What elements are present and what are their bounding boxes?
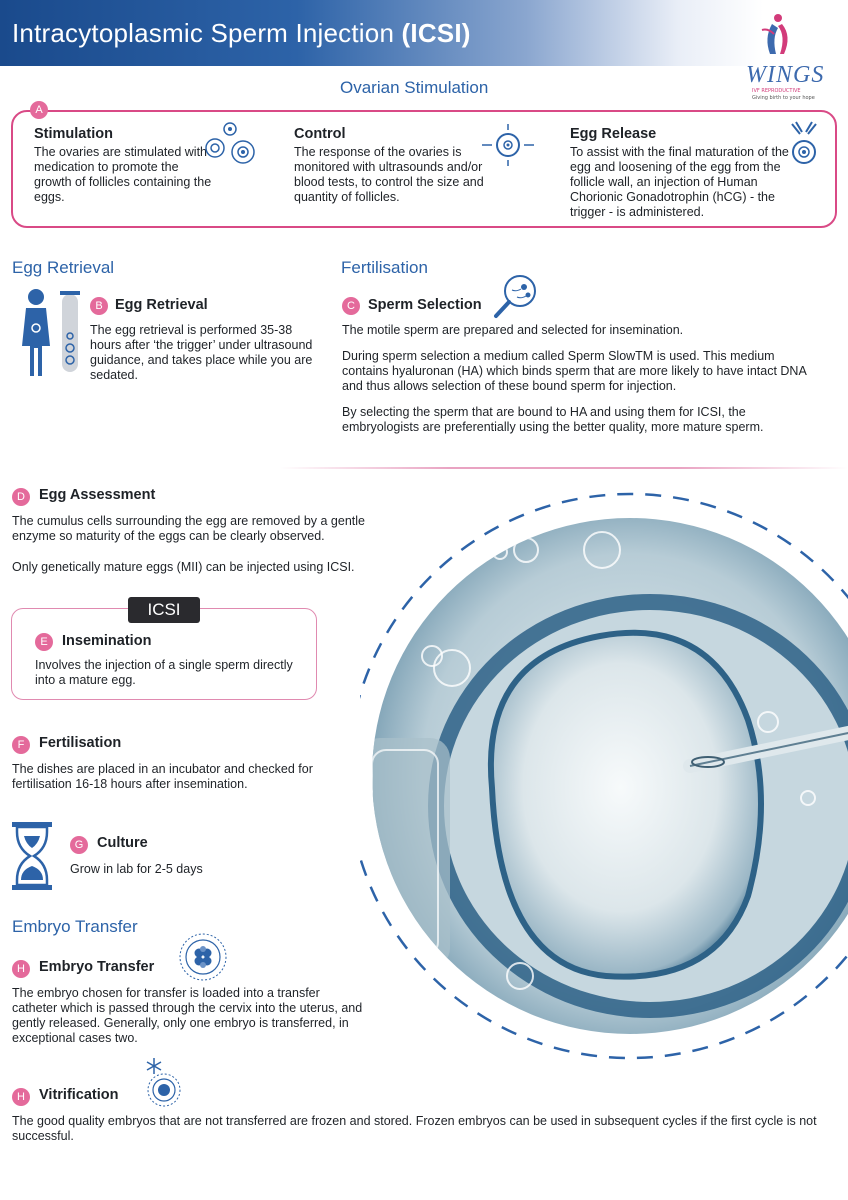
icsi-label: ICSI — [128, 597, 200, 623]
logo-subtitle: IVF REPRODUCTIVE — [752, 88, 801, 94]
step-badge-b: B — [90, 297, 108, 315]
egg-release-icon — [786, 120, 822, 170]
step-badge-d: D — [12, 488, 30, 506]
section-title-fertilisation: Fertilisation — [341, 258, 428, 277]
step-badge-h-vitrification: H — [12, 1088, 30, 1106]
step-badge-c: C — [342, 297, 360, 315]
stimulation-heading: Stimulation — [34, 126, 113, 142]
control-heading: Control — [294, 126, 346, 142]
egg-assessment-p2: Only genetically mature eggs (MII) can be injected using ICSI. — [12, 560, 355, 574]
section-title-ovarian-stimulation: Ovarian Stimulation — [340, 78, 489, 97]
wings-logo — [740, 10, 840, 102]
egg-retrieval-heading: Egg Retrieval — [115, 297, 208, 313]
insemination-heading: Insemination — [62, 633, 152, 649]
logo-tagline: Giving birth to your hope — [752, 95, 815, 101]
sperm-selection-p3: By selecting the sperm that are bound to HA and using them for ICSI, the embryologists are preferentially using the better quality, more mature sperm. — [342, 405, 764, 434]
step-badge-g: G — [70, 836, 88, 854]
section-title-egg-retrieval: Egg Retrieval — [12, 258, 115, 277]
follicles-icon — [203, 118, 259, 168]
hourglass-icon — [12, 822, 52, 890]
section-title-embryo-transfer: Embryo Transfer — [12, 917, 138, 936]
logo-figure-icon — [740, 10, 840, 70]
snowflake-frozen-icon — [138, 1056, 184, 1110]
insemination-text: Involves the injection of a single sperm directly into a mature egg. — [35, 658, 293, 687]
culture-text: Grow in lab for 2-5 days — [70, 862, 203, 876]
egg-retrieval-text: The egg retrieval is performed 35-38 hours after ‘the trigger’ under ultrasound guidance, and takes place while you are sedated. — [90, 323, 313, 382]
egg-release-text: To assist with the final maturation of the egg and loosening of the egg from the follicle wall, an injection of Human Chorionic Gonadotrophin (hCG) - the trigger - is administered. — [570, 145, 789, 219]
logo-wordmark: WINGS — [746, 62, 825, 88]
fertilisation-text: The dishes are placed in an incubator and checked for fertilisation 16-18 hours after insemination. — [12, 762, 313, 791]
stimulation-text: The ovaries are stimulated with medication to promote the growth of follicles containing the eggs. — [34, 145, 212, 204]
header-banner — [0, 0, 848, 66]
step-badge-f: F — [12, 736, 30, 754]
embryo-transfer-text: The embryo chosen for transfer is loaded into a transfer catheter which is passed through the cervix into the uterus, and gently released. Generally, only one embryo is transferred, in exceptional cases two. — [12, 986, 363, 1045]
step-badge-e: E — [35, 633, 53, 651]
control-text: The response of the ovaries is monitored with ultrasounds and/or blood tests, to control the size and quantity of follicles. — [294, 145, 484, 204]
vitrification-text: The good quality embryos that are not transferred are frozen and stored. Frozen embryos can be used in subsequent cycles if the first cycle is not successful. — [12, 1114, 817, 1143]
patient-and-test-tube-icon — [14, 288, 84, 380]
egg-injection-illustration — [360, 488, 848, 1064]
fertilisation-heading: Fertilisation — [39, 735, 122, 751]
magnifier-sperm-icon — [490, 272, 542, 320]
culture-heading: Culture — [97, 835, 148, 851]
step-badge-a: A — [30, 101, 48, 119]
ultrasound-monitor-icon — [480, 122, 536, 168]
section-divider — [280, 467, 848, 469]
step-badge-h-transfer: H — [12, 960, 30, 978]
embryo-transfer-heading: Embryo Transfer — [39, 959, 155, 975]
egg-release-heading: Egg Release — [570, 126, 657, 142]
sperm-selection-heading: Sperm Selection — [368, 297, 482, 313]
vitrification-heading: Vitrification — [39, 1087, 119, 1103]
egg-assessment-heading: Egg Assessment — [39, 487, 156, 503]
sperm-selection-p2: During sperm selection a medium called Sperm SlowTM is used. This medium contains hyaluronan (HA) which binds sperm that are more likely to have intact DNA and thus allows selection of these bound sperm for injection. — [342, 349, 807, 393]
embryo-icon — [178, 932, 228, 982]
sperm-selection-p1: The motile sperm are prepared and selected for insemination. — [342, 323, 684, 337]
egg-assessment-p1: The cumulus cells surrounding the egg are removed by a gentle enzyme so maturity of the eggs can be clearly observed. — [12, 514, 365, 543]
page-title: Intracytoplasmic Sperm Injection (ICSI) — [12, 18, 471, 48]
